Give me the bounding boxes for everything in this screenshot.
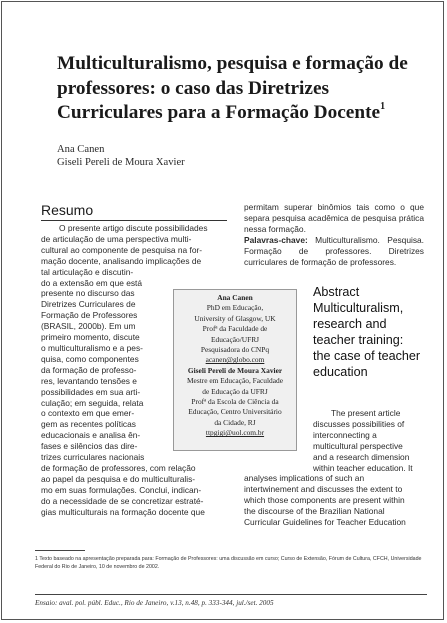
text-line: tal articulação e discutin- xyxy=(41,266,134,277)
text-line: culação; em seguida, relata xyxy=(41,397,144,408)
text-line: Diretrizes Curriculares de xyxy=(41,299,136,310)
text-line: multicultural perspective xyxy=(313,440,403,451)
text-line: res, levantando tensões e xyxy=(41,375,137,386)
text-line: mação docente, analisando implicações de xyxy=(41,255,202,266)
article-title: Multiculturalismo, pesquisa e formação de professores: o caso das Diretrizes Curriculares para a Formação Docente$^1$ xyxy=(57,53,408,123)
box-affiliation-line: Pesquisadora do CNPq xyxy=(200,345,270,355)
box-email[interactable]: acanen@globo.com xyxy=(205,355,265,365)
abstract-text xyxy=(313,408,424,473)
footnote: 1 Texto baseado na apresentação preparada para: Formação de Professores: uma discussão em curso; Curso de Extensão, Fórum de Cultura, CFCH, Universidade Federal do Rio de Janeiro, 10 de novembro de 2002. xyxy=(35,556,422,570)
text-line: trizes curriculares nacionais xyxy=(41,452,145,463)
text-line: O presente artigo discute possibilidades xyxy=(59,223,208,233)
text-line: within teacher education. It xyxy=(313,462,413,473)
box-author-name: Giseli Pereli de Moura Xavier xyxy=(187,365,283,375)
text-line: intertwinement and discusses the extent to xyxy=(244,483,403,494)
text-line: gias multiculturais na formação docente que xyxy=(41,506,205,517)
text-line: which those components are present within xyxy=(244,494,405,505)
text-line: ao papel da pesquisa e do multiculturalis- xyxy=(41,473,196,484)
box-affiliation-line: Profª da Faculdade de xyxy=(202,324,268,334)
text-line: educacionais e analisa ên- xyxy=(41,430,141,441)
text-line: (BRASIL, 2000b). Em um xyxy=(41,321,136,332)
keywords-label: Palavras-chave: xyxy=(244,234,308,245)
text-line: cultural ao componente de pesquisa na for- xyxy=(41,244,203,255)
text-line: Formação de Professores xyxy=(41,310,138,321)
abstract-text-continued xyxy=(244,473,424,528)
box-affiliation-line: University of Glasgow, UK xyxy=(194,313,276,323)
text-line: o multiculturalismo e a pes- xyxy=(41,342,143,353)
text-line: the discourse of the Brazilian National xyxy=(244,505,385,516)
text-line: analyses implications of such an xyxy=(244,473,365,483)
text-line: interconnecting a xyxy=(313,429,377,440)
text-line: presente no discurso das xyxy=(41,288,135,299)
text-line: de articulação de uma perspectiva multi- xyxy=(41,233,192,244)
text-line: discusses possibilities of xyxy=(313,418,405,429)
footer-divider xyxy=(35,594,427,595)
box-affiliation-line: Educação/UFRJ xyxy=(210,334,260,344)
footnote-divider xyxy=(35,550,85,551)
box-email[interactable]: ttpgigi@uol.com.br xyxy=(205,428,265,438)
text-line: quisa, como componentes xyxy=(41,353,139,364)
journal-citation-footer: Ensaio: aval. pol. públ. Educ., Rio de Janeiro, v.13, n.48, p. 333-344, jul./set. 2005 xyxy=(35,599,274,607)
text-line: primeiro momento, discute xyxy=(41,332,140,343)
text-line: da formação de professo- xyxy=(41,364,137,375)
title-footnote-mark: 1 xyxy=(380,101,386,112)
resumo-heading: Resumo xyxy=(41,202,227,221)
text-line: de formação de professores, com relação xyxy=(41,462,196,473)
text-line: and a research dimension xyxy=(313,451,410,462)
text-line: do a necessidade de se concretizar estraté- xyxy=(41,495,204,506)
author-2: Giseli Pereli de Moura Xavier xyxy=(57,157,185,168)
resumo-continuation-block xyxy=(244,202,424,267)
box-affiliation-line: da Cidade, RJ xyxy=(214,417,256,427)
text-line: Curricular Guidelines for Teacher Education xyxy=(244,516,406,527)
author-1: Ana Canen xyxy=(57,144,105,155)
resumo-continuation: permitam superar binômios tais como o que separa pesquisa acadêmica de pesquisa prática nessa formação. xyxy=(244,202,424,234)
box-affiliation-line: PhD em Educação, xyxy=(206,303,264,313)
text-line: o contexto em que emer- xyxy=(41,408,135,419)
box-affiliation-line: Mestre em Educação, Faculdade xyxy=(186,376,284,386)
abstract-heading: Abstract Multiculturalism, research and teacher training: the case of teacher education xyxy=(313,285,421,379)
text-line: possibilidades em sua arti- xyxy=(41,386,141,397)
author-info-box xyxy=(173,289,297,451)
text-line: do a extensão em que está xyxy=(41,277,143,288)
box-author-name: Ana Canen xyxy=(217,293,253,302)
box-affiliation-line: de Educação da UFRJ xyxy=(202,386,268,396)
box-affiliation-line: Educação, Centro Universitário xyxy=(188,407,282,417)
keywords-line xyxy=(244,235,424,268)
text-line: The present article xyxy=(331,408,401,418)
text-line: gem as recentes políticas xyxy=(41,419,136,430)
text-line: fases e silêncios das dire- xyxy=(41,441,138,452)
text-line: mo em suas formulações. Conclui, indican- xyxy=(41,484,202,495)
box-affiliation-line: Profª da Escola de Ciência da xyxy=(191,397,279,407)
keywords-text: Multiculturalismo. Pesquisa. Formação de professores. Diretrizes curriculares de formação de professores. xyxy=(244,234,425,267)
